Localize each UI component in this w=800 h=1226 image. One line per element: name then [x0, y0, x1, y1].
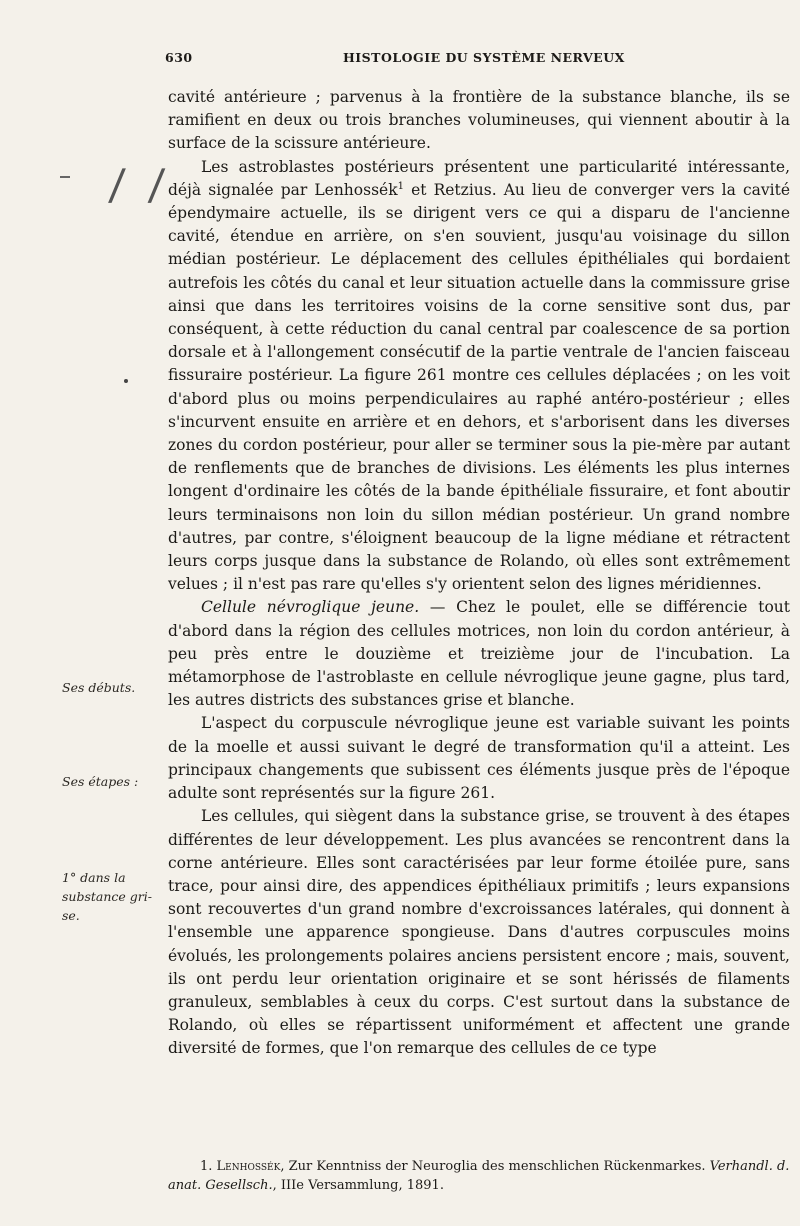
- margin-note-ses-etapes: Ses étapes :: [62, 774, 139, 789]
- paragraph-2-text-a: Les astroblastes postérieurs présentent une particularité intéressante, déjà signalée par Lenhossék: [168, 157, 790, 199]
- footnote-journal: Verhandl. d. anat. Gesellsch.: [168, 1159, 790, 1193]
- paragraph-2: [168, 156, 790, 597]
- margin-note-ses-debuts: Ses débuts.: [62, 680, 136, 695]
- paragraph-3-text: — Chez le poulet, elle se différencie tout d'abord dans la région des cellules motrices, non loin du cordon antérieur, à peu près entre le douzième et treizième jour de l'incubation. La métamorphose de l'astroblaste en cellule névroglique jeune gagne, plus tard, les autres districts des substances grise et blanche.: [168, 598, 790, 710]
- paragraph-1: cavité antérieure ; parvenus à la frontière de la substance blanche, ils se ramifient en deux ou trois branches volumineuses, qui viennent aboutir à la surface de la scissure antérieure.: [168, 88, 790, 153]
- paragraph-4: L'aspect du corpuscule névroglique jeune est variable suivant les points de la moelle et aussi suivant le degré de transformation qu'il a atteint. Les principaux changements que subissent ces éléments jusque près de l'époque adulte sont représentés sur la figure 261.: [168, 714, 790, 803]
- footnote-line: [168, 1157, 790, 1195]
- margin-note-substance-grise: 1° dans la substance gri-se.: [62, 870, 152, 923]
- footnote-number: 1.: [200, 1159, 213, 1174]
- footnote-reference[interactable]: 1: [397, 180, 404, 192]
- footnote-rest: , IIIe Versammlung, 1891.: [272, 1178, 444, 1193]
- footnote: [168, 1157, 790, 1195]
- paragraph-2-text-b: et Retzius. Au lieu de converger vers la cavité épendymaire actuelle, ils se dirigent vers ce qui a disparu de l'ancienne cavité, étendue en arrière, on s'en souvient, jusqu'au voisinage du sillon médian postérieur. Le déplacement des cellules épithéliales qui bordaient autrefois les côtés du canal et leur situation actuelle dans la commissure grise ainsi que dans les territoires voisins de la corne sensitive sont dus, par conséquent, à cette réduction du canal central par coalescence de sa portion dorsale et à l'allongement consécutif de la partie ventrale de l'ancien faisceau fissuraire postérieur. La figure 261 montre ces cellules déplacées ; on les voit d'abord plus ou moins perpendiculaires au raphé antéro-postérieur ; elles s'incurvent ensuite en arrière et en dehors, et s'arborisent dans les diverses zones du cordon postérieur, pour aller se terminer sous la pie-mère par autant de renflements que de branches de divisions. Les éléments les plus internes longent d'ordinaire les côtés de la bande épithéliale fissuraire, et font aboutir leurs terminaisons non loin du sillon médian postérieur. Un grand nombre d'autres, par contre, s'éloignent beaucoup de la ligne médiane et rétractent leurs corps jusque dans la substance de Rolando, où elles sont extrêmement velues ; il n'est pas rare qu'elles s'y orientent selon des lignes méridiennes.: [168, 180, 791, 594]
- main-text: [168, 86, 790, 1061]
- paragraph-3: [168, 596, 790, 712]
- margin-dash-mark: [60, 176, 70, 178]
- running-title: HISTOLOGIE DU SYSTÈME NERVEUX: [343, 50, 625, 65]
- footnote-author: Lenhossék: [216, 1159, 281, 1174]
- margin-dot-mark: [124, 379, 128, 383]
- page-number: 630: [165, 50, 193, 65]
- running-header: [165, 50, 795, 72]
- footnote-title: , Zur Kenntniss der Neuroglia des menschlichen Rückenmarkes.: [280, 1159, 706, 1174]
- paragraph-5: Les cellules, qui siègent dans la substance grise, se trouvent à des étapes différentes de leur développement. Les plus avancées se rencontrent dans la corne antérieure. Elles sont caractérisées par leur forme étoilée pure, sans trace, pour ainsi dire, des appendices épithéliaux primitifs ; leurs expansions sont recouvertes d'un grand nombre d'excroissances latérales, qui donnent à l'ensemble une apparence spongieuse. Dans d'autres corpuscules moins évolués, les prolongements polaires anciens persistent encore ; mais, souvent, ils ont perdu leur orientation originaire et se sont hérissés de filaments granuleux, semblables à ceux du corps. C'est surtout dans la substance de Rolando, où elles se répartissent uniformément et affectent une grande diversité de formes, que l'on remarque des cellules de ce type: [168, 807, 790, 1058]
- margin-slash-mark: / /: [107, 160, 173, 209]
- section-heading-cellule-nevroglique: Cellule névroglique jeune.: [201, 598, 420, 617]
